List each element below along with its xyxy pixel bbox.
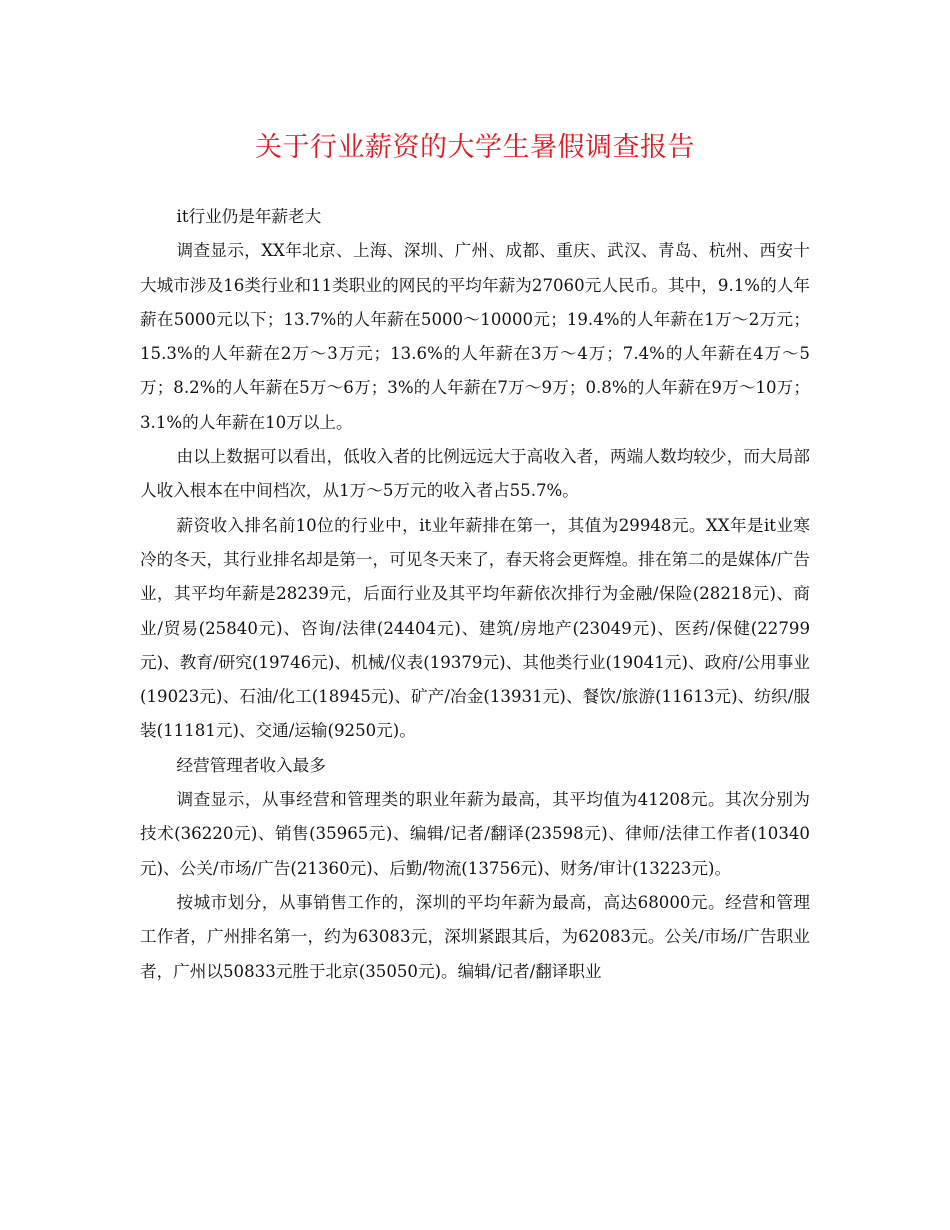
- document-title: 关于行业薪资的大学生暑假调查报告: [255, 132, 695, 163]
- paragraph-industry-ranking: 薪资收入排名前10位的行业中，it业年薪排在第一，其值为29948元。XX年是it业寒冷的冬天，其行业排名却是第一，可见冬天来了，春天将会更辉煌。排在第二的是媒体/广告业，其平均年薪是28239元，后面行业及其平均年薪依次排行为金融/保险(28218元)、商业/贸易(25840元)、咨询/法律(24404元)、建筑/房地产(23049元)、医药/保健(22799元)、教育/研究(19746元)、机械/仪表(19379元)、其他类行业(19041元)、政府/公用事业(19023元)、石油/化工(18945元)、矿产/冶金(13931元)、餐饮/旅游(11613元)、纺织/服装(11181元)、交通/运输(9250元)。: [140, 515, 810, 741]
- paragraph-survey-salary-distribution: 调查显示，XX年北京、上海、深圳、广州、成都、重庆、武汉、青岛、杭州、西安十大城市涉及16类行业和11类职业的网民的平均年薪为27060元人民币。其中，9.1%的人年薪在5000元以下；13.7%的人年薪在5000～10000元；19.4%的人年薪在1万～2万元；15.3%的人年薪在2万～3万元；13.6%的人年薪在3万～4万；7.4%的人年薪在4万～5万；8.2%的人年薪在5万～6万；3%的人年薪在7万～9万；0.8%的人年薪在9万～10万；3.1%的人年薪在10万以上。: [140, 241, 810, 432]
- paragraph-occupation-ranking: 调查显示，从事经营和管理类的职业年薪为最高，其平均值为41208元。其次分别为技术(36220元)、销售(35965元)、编辑/记者/翻译(23598元)、律师/法律工作者(10340元)、公关/市场/广告(21360元)、后勤/物流(13756元)、财务/审计(13223元)。: [140, 790, 810, 878]
- paragraph-income-analysis: 由以上数据可以看出，低收入者的比例远远大于高收入者，两端人数均较少，而大局部人收入根本在中间档次，从1万～5万元的收入者占55.7%。: [140, 447, 810, 501]
- section-heading-it-industry: it行业仍是年薪老大: [176, 207, 322, 226]
- paragraph-city-breakdown: 按城市划分，从事销售工作的，深圳的平均年薪为最高，高达68000元。经营和管理工作者，广州排名第一，约为63083元，深圳紧跟其后，为62083元。公关/市场/广告职业者，广州以50833元胜于北京(35050元)。编辑/记者/翻译职业: [140, 892, 810, 981]
- section-heading-management: 经营管理者收入最多: [176, 755, 326, 775]
- document-body: [140, 200, 810, 989]
